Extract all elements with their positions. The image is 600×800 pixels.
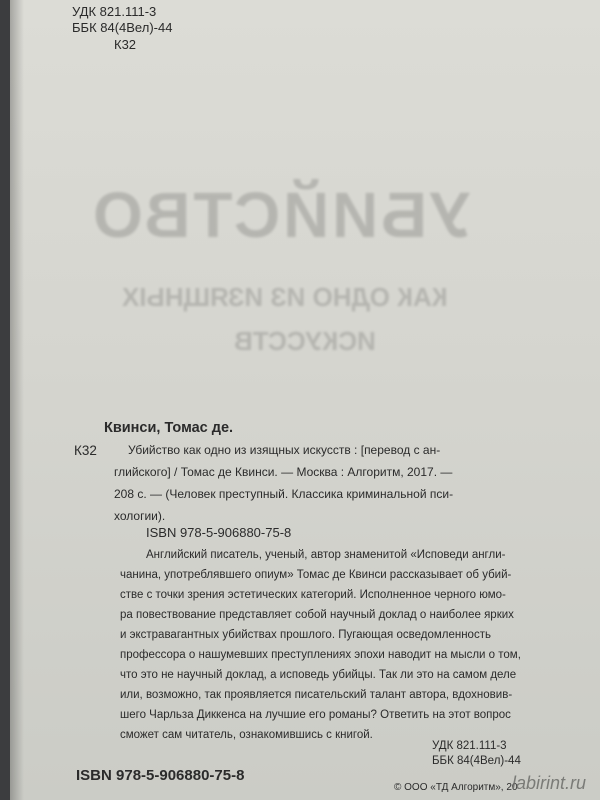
annotation-line-4: ра повествование представляет собой научный доклад о наиболее ярких (120, 609, 514, 621)
ghost-subtitle-line2: ИСКУССТВ (234, 326, 376, 356)
top-code: К32 (114, 37, 137, 52)
top-udk: УДК 821.111-3 (72, 4, 157, 19)
catalog-code: К32 (74, 443, 97, 458)
ghost-subtitle-line1: КАК ОДНО ИЗ ИЗЯЩНЫХ (122, 282, 448, 312)
annotation-line-3: стве с точки зрения эстетических категорий. Исполненное черного юмо- (120, 589, 506, 601)
annotation-line-7: что это не научный доклад, а исповедь убийцы. Так ли это на самом деле (120, 669, 517, 681)
catalog-line-3: 208 с. — (Человек преступный. Классика криминальной пси- (114, 487, 454, 501)
catalog-author: Квинси, Томас де. (104, 420, 234, 436)
book-page (10, 0, 600, 800)
watermark-text: labirint.ru (511, 773, 586, 793)
watermark-logo (512, 773, 586, 794)
top-bbk: ББК 84(4Вел)-44 (72, 20, 173, 35)
annotation-line-2: чанина, употреблявшего опиум» Томас де Квинси рассказывает об убий- (120, 569, 512, 581)
catalog-udk: УДК 821.111-3 (432, 740, 507, 752)
catalog-bbk: ББК 84(4Вел)-44 (432, 755, 521, 767)
footer-isbn: ISBN 978-5-906880-75-8 (76, 767, 245, 784)
annotation-line-5: и экстравагантных убийствах прошлого. Пугающая осведомленность (120, 629, 491, 641)
annotation-line-8: или, возможно, так проявляется писательский талант автора, вдохновив- (120, 689, 513, 701)
annotation-line-6: профессора о нашумевших преступлениях эпохи наводит на мысли о том, (120, 649, 521, 661)
catalog-line-4: хологии). (114, 509, 166, 523)
catalog-isbn: ISBN 978-5-906880-75-8 (146, 525, 292, 540)
ghost-title: УБИЙСТВО (90, 179, 470, 251)
annotation-line-9: шего Чарльза Диккенса на лучшие его романы? Ответить на этот вопрос (120, 709, 511, 721)
annotation-line-1: Английский писатель, ученый, автор знаменитой «Исповеди англи- (146, 549, 506, 561)
footer-copyright: © ООО «ТД Алгоритм», 20 (394, 782, 518, 793)
annotation-line-10: сможет сам читатель, ознакомившись с книгой. (120, 729, 373, 741)
catalog-line-2: глийского] / Томас де Квинси. — Москва : Алгоритм, 2017. — (114, 465, 453, 479)
catalog-line-1: Убийство как одно из изящных искусств : [перевод с ан- (128, 443, 441, 457)
